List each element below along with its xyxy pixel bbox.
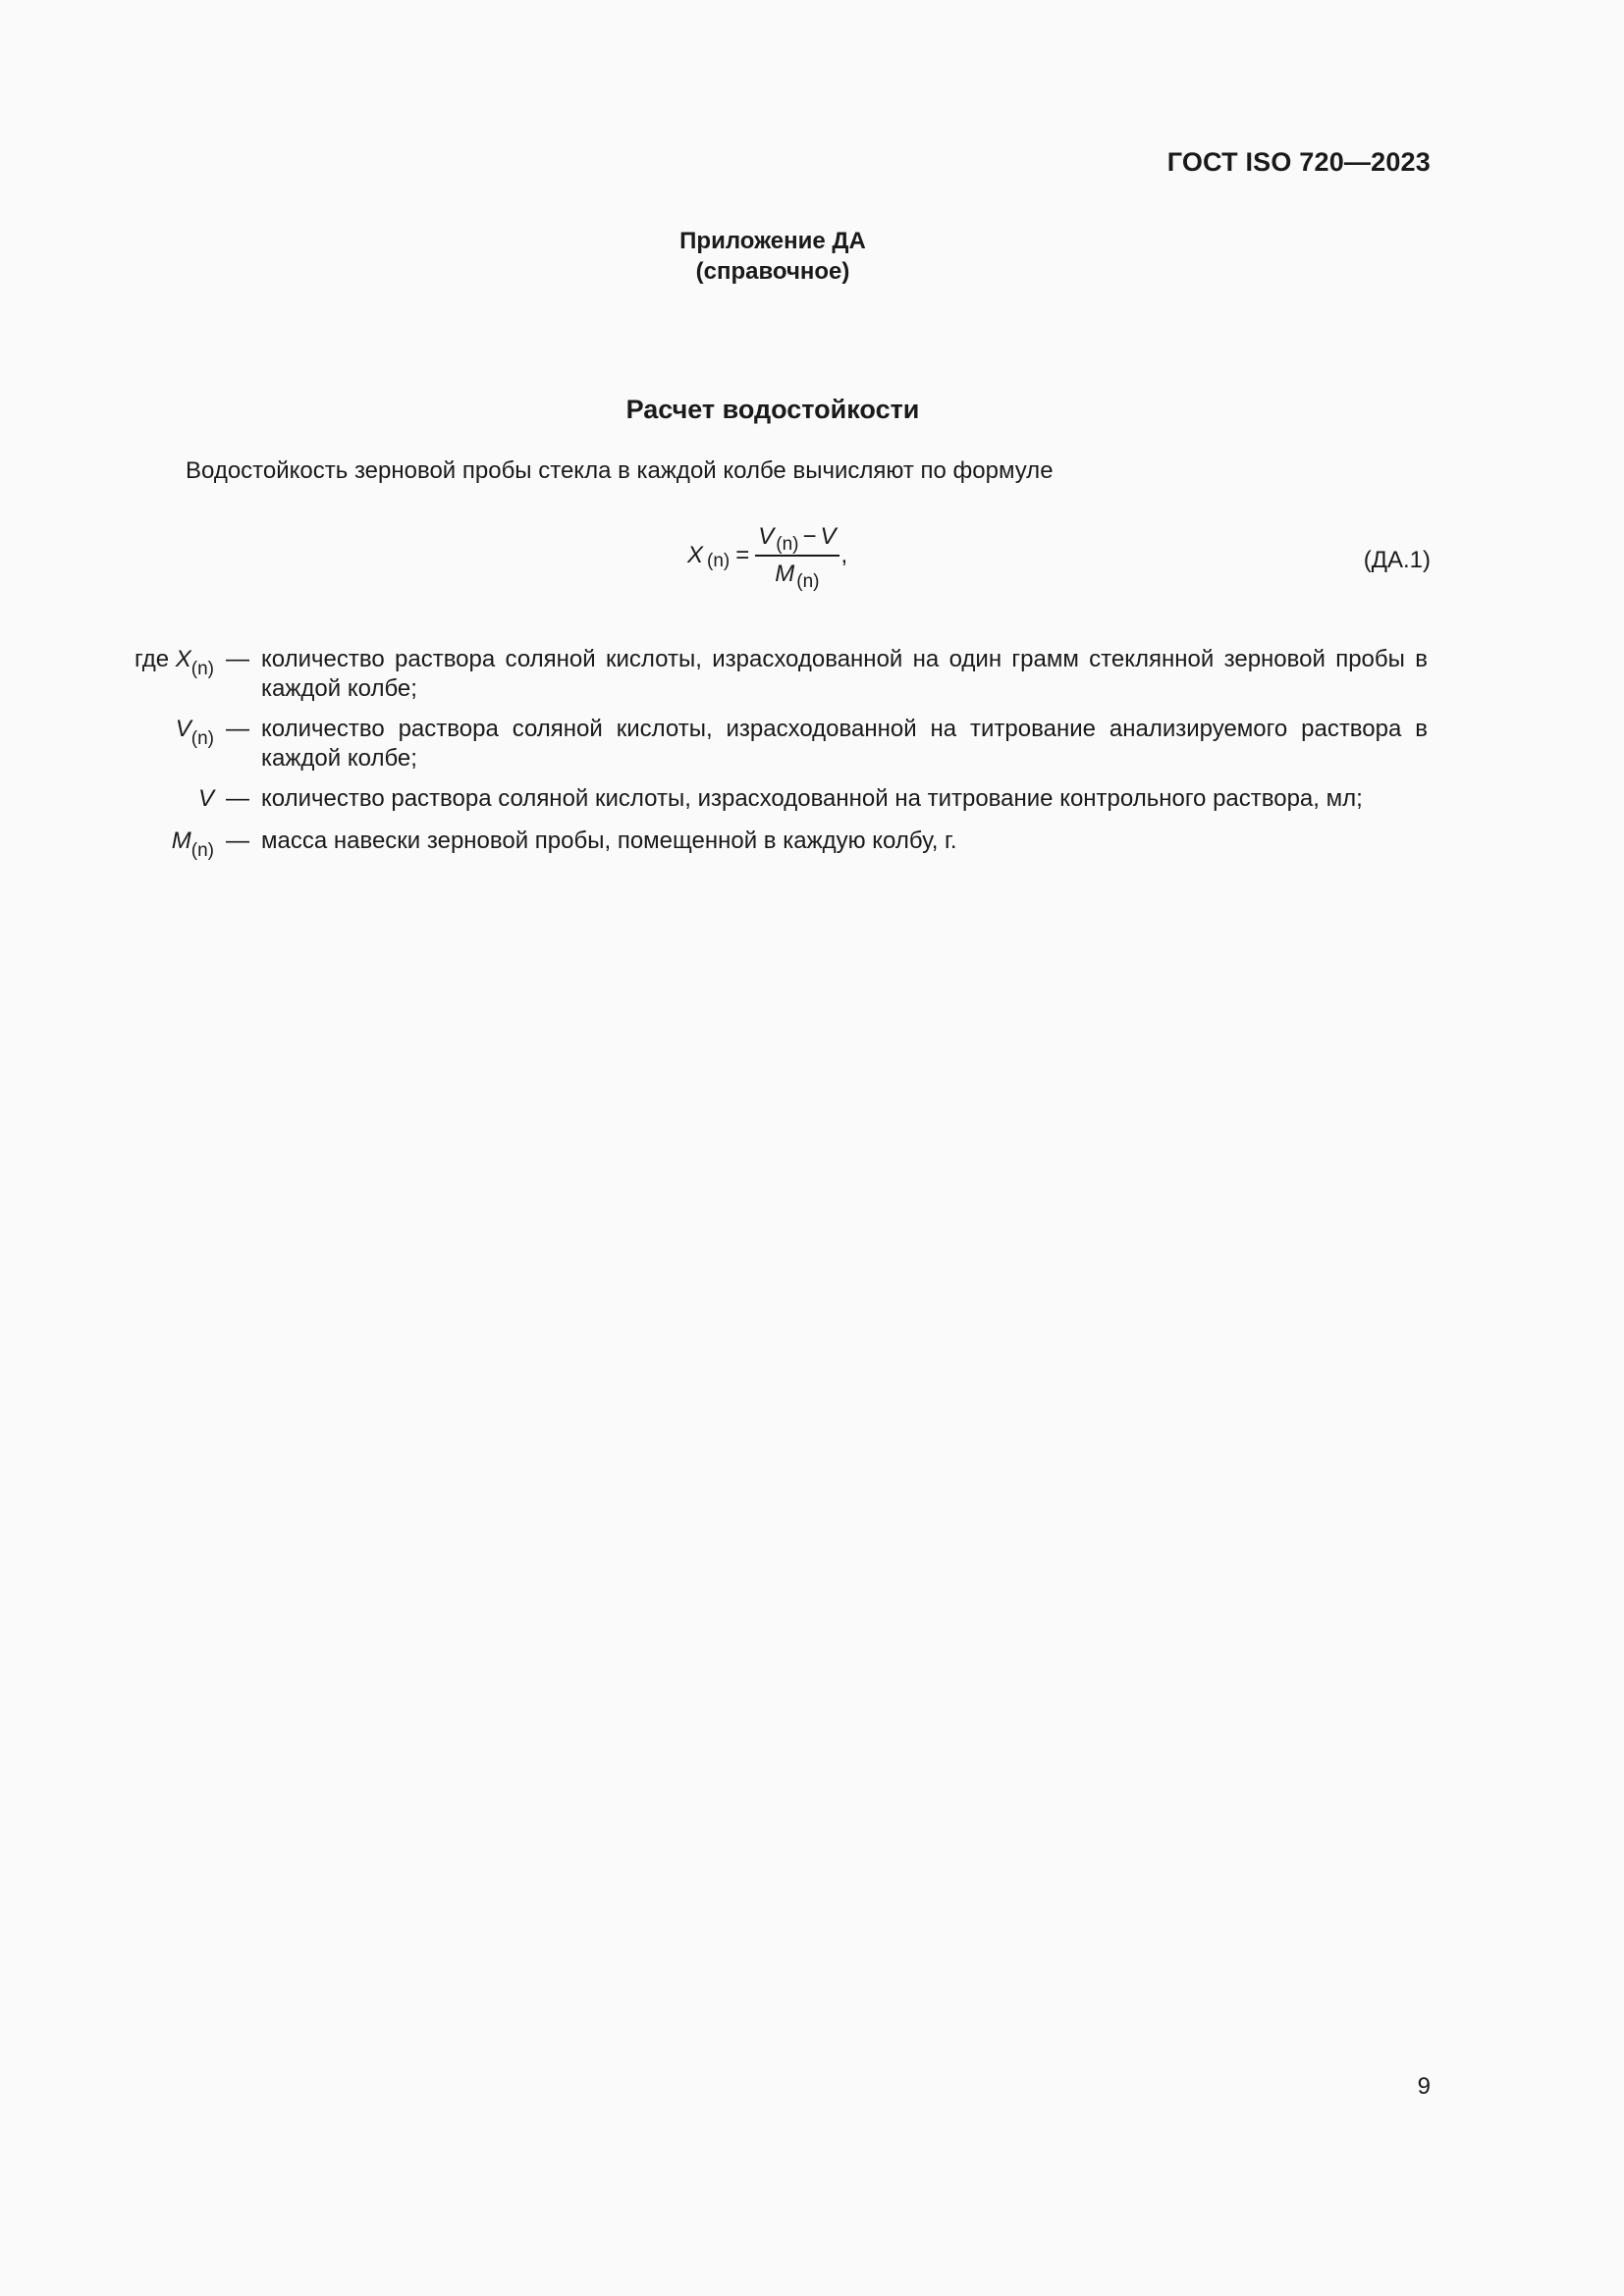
numerator-symbol-2: V [820,523,837,550]
fraction-denominator [772,557,822,592]
definition-dash: — [226,646,249,672]
formula-comma: , [840,542,848,568]
formula-lhs-symbol: X [687,542,704,568]
definition-text: количество раствора соляной кислоты, израсходованной на титрование контрольного раствора, мл; [261,785,1363,812]
numerator-minus: − [802,523,817,550]
appendix-title: Приложение ДА [679,228,866,254]
definition-row [108,715,1428,774]
formula-equals: = [735,542,750,568]
definition-symbol [108,715,214,774]
denominator-subscript: (n) [796,571,820,592]
definition-symbol-subscript: (n) [190,840,214,861]
section-title: Расчет водостойкости [625,395,920,424]
formula [687,516,847,595]
appendix-subtitle: (справочное) [695,258,850,285]
definition-symbol [108,784,214,816]
equation-number: (ДА.1) [1363,547,1431,573]
definition-symbol-letter: V [175,716,191,742]
definition-text: количество раствора соляной кислоты, израсходованной на один грамм стеклянной зерновой пробы в каждой колбе; [261,646,1428,702]
definition-dash: — [226,716,249,742]
definition-dash: — [226,785,249,812]
fraction-numerator [755,523,839,555]
numerator-symbol: V [758,523,775,550]
definition-symbol [108,827,214,861]
definition-symbol-letter: X [175,646,191,672]
standard-designation: ГОСТ ISO 720—2023 [1166,147,1431,177]
formula-fraction [755,523,839,592]
definition-dash: — [226,828,249,854]
formula-lhs-subscript: (n) [707,551,731,571]
definition-symbol [108,645,214,704]
definition-row [108,827,1428,861]
page-number: 9 [1417,2073,1431,2100]
numerator-subscript: (n) [776,534,799,555]
definition-symbol-subscript: (n) [190,659,214,679]
definition-text: масса навески зерновой пробы, помещенной в каждую колбу, г. [261,828,957,854]
definition-symbol-letter: M [171,828,191,854]
definition-symbol-letter: V [197,785,214,812]
appendix-heading [0,226,1545,287]
definition-symbol-subscript: (n) [190,728,214,749]
definition-row [108,784,1428,816]
denominator-symbol: M [775,561,795,587]
definitions-list [108,645,1428,869]
definition-text: количество раствора соляной кислоты, израсходованной на титрование анализируемого раствора в каждой колбе; [261,716,1428,772]
definition-row [108,645,1428,704]
intro-paragraph: Водостойкость зерновой пробы стекла в каждой колбе вычисляют по формуле [186,457,1054,484]
definition-prefix: где [135,646,176,672]
